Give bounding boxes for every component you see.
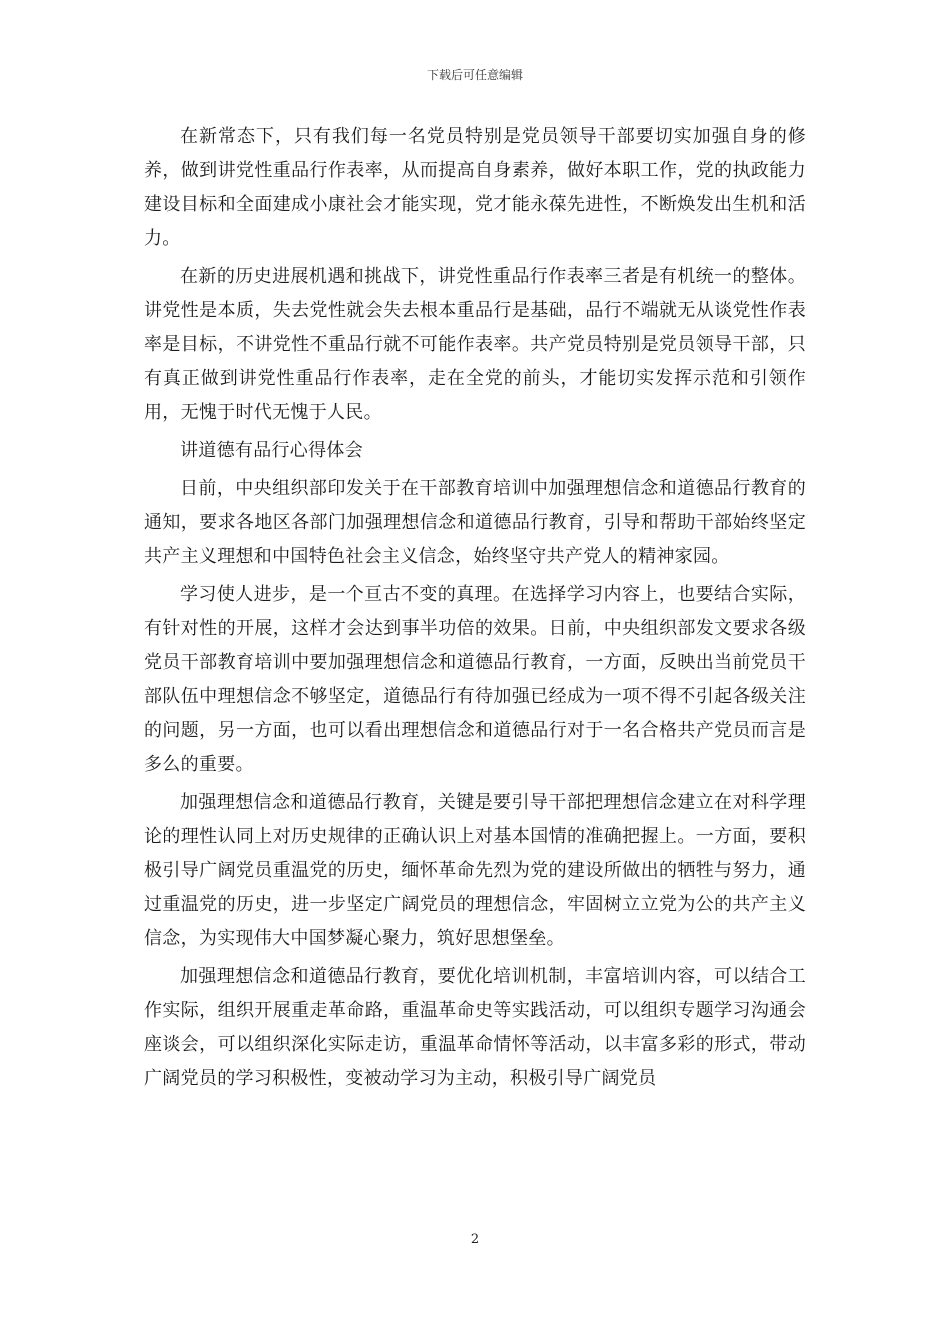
paragraph: 加强理想信念和道德品行教育，关键是要引导干部把理想信念建立在对科学理论的理性认同上对历史规律的正确认识上对基本国情的准确把握上。一方面，要积极引导广阔党员重温党的历史，缅怀革命先烈为党的建设所做出的牺牲与努力，通过重温党的历史，进一步坚定广阔党员的理想信念，牢固树立立党为公的共产主义信念，为实现伟大中国梦凝心聚力，筑好思想堡垒。: [144, 792, 806, 949]
page-number: 2: [470, 1232, 480, 1247]
paragraph: 学习使人进步，是一个亘古不变的真理。在选择学习内容上，也要结合实际，有针对性的开展，这样才会达到事半功倍的效果。日前，中央组织部发文要求各级党员干部教育培训中要加强理想信念和道德品行教育，一方面，反映出当前党员干部队伍中理想信念不够坚定，道德品行有待加强已经成为一项不得不引起各级关注的问题，另一方面，也可以看出理想信念和道德品行对于一名合格共产党员而言是多么的重要。: [144, 584, 806, 775]
paragraph: 加强理想信念和道德品行教育，要优化培训机制，丰富培训内容，可以结合工作实际，组织开展重走革命路，重温革命史等实践活动，可以组织专题学习沟通会座谈会，可以组织深化实际走访，重温革命情怀等活动，以丰富多彩的形式，带动广阔党员的学习积极性，变被动学习为主动，积极引导广阔党员: [144, 966, 806, 1089]
page-header: 下载后可任意编辑: [426, 68, 523, 82]
paragraph: 在新常态下，只有我们每一名党员特别是党员领导干部要切实加强自身的修养，做到讲党性重品行作表率，从而提高自身素养，做好本职工作，党的执政能力建设目标和全面建成小康社会才能实现，党才能永葆先进性，不断焕发出生机和活力。: [144, 126, 806, 249]
document-body: [144, 120, 806, 1100]
paragraph: 日前，中央组织部印发关于在干部教育培训中加强理想信念和道德品行教育的通知，要求各地区各部门加强理想信念和道德品行教育，引导和帮助干部始终坚定共产主义理想和中国特色社会主义信念，始终坚守共产党人的精神家园。: [144, 478, 806, 567]
section-heading: 讲道德有品行心得体会: [180, 440, 363, 461]
paragraph: 在新的历史进展机遇和挑战下，讲党性重品行作表率三者是有机统一的整体。讲党性是本质，失去党性就会失去根本重品行是基础，品行不端就无从谈党性作表率是目标，不讲党性不重品行就不可能作表率。共产党员特别是党员领导干部，只有真正做到讲党性重品行作表率，走在全党的前头，才能切实发挥示范和引领作用，无愧于时代无愧于人民。: [144, 266, 806, 423]
